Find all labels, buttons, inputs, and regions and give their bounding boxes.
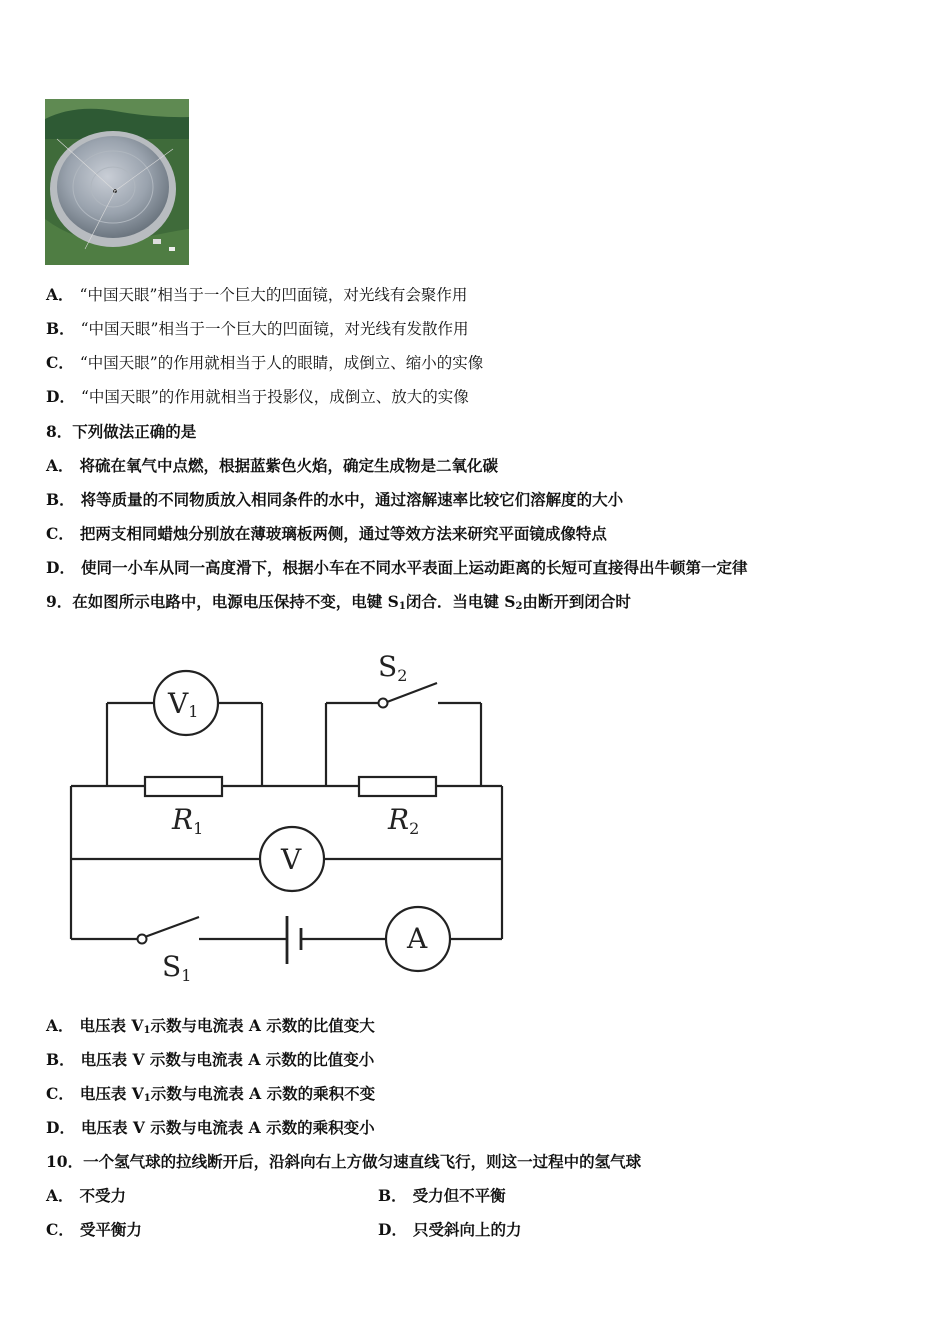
switch-s2-contact <box>379 699 388 708</box>
s2-label: S2 <box>378 650 408 685</box>
option-text: 电压表 V 示数与电流表 A 示数的比值变小 <box>80 1050 375 1069</box>
option-text-tail: 示数与电流表 A 示数的乘积不变 <box>150 1084 376 1103</box>
q9-stem-b: 闭合．当电键 S <box>405 592 516 611</box>
resistor-r2 <box>359 777 436 796</box>
q10-option-a[interactable] <box>46 1186 126 1206</box>
option-label: D． <box>46 1118 75 1137</box>
option-label: D． <box>378 1220 407 1239</box>
option-text: “中国天眼”的作用就相当于人的眼睛，成倒立、缩小的实像 <box>79 354 484 372</box>
option-label: C． <box>46 524 74 543</box>
option-text: 只受斜向上的力 <box>412 1220 522 1239</box>
option-text: 受平衡力 <box>79 1220 142 1239</box>
option-text: 将硫在氧气中点燃，根据蓝紫色火焰，确定生成物是二氧化碳 <box>79 456 499 475</box>
r1-label: R1 <box>172 803 204 838</box>
option-label: C． <box>46 1220 74 1239</box>
q9-stem-sub1: 1 <box>398 601 406 612</box>
option-sub: 1 <box>143 1025 151 1036</box>
option-text: 电压表 V <box>79 1084 144 1103</box>
switch-s1-contact <box>138 935 147 944</box>
option-text: “中国天眼”相当于一个巨大的凹面镜，对光线有会聚作用 <box>79 286 468 304</box>
fast-telescope-photo <box>45 99 189 265</box>
option-label: B． <box>46 319 75 338</box>
option-text: 受力但不平衡 <box>412 1186 506 1205</box>
option-text-tail: 示数与电流表 A 示数的比值变大 <box>150 1016 375 1035</box>
q9-stem-a: 9．在如图所示电路中，电源电压保持不变，电键 S <box>46 592 399 611</box>
option-label: D． <box>46 387 75 406</box>
option-label: C． <box>46 353 74 372</box>
q9-stem-c: 由断开到闭合时 <box>522 592 631 611</box>
q8-option-b[interactable] <box>46 490 623 510</box>
q9-stem-sub2: 2 <box>515 601 523 612</box>
option-text: 电压表 V <box>79 1016 144 1035</box>
q7-option-b[interactable] <box>46 319 468 339</box>
option-label: A． <box>46 1186 74 1205</box>
option-label: B． <box>46 1050 75 1069</box>
r2-label: R2 <box>388 803 420 838</box>
s1-label: S1 <box>162 950 192 985</box>
q8-option-a[interactable] <box>46 456 498 476</box>
q9-stem <box>46 592 631 617</box>
v-label: V <box>281 843 302 876</box>
q9-option-c[interactable] <box>46 1084 375 1109</box>
circuit-diagram <box>62 646 512 986</box>
option-label: B． <box>378 1186 407 1205</box>
q9-option-d[interactable] <box>46 1118 375 1138</box>
option-sub: 1 <box>143 1093 151 1104</box>
q9-option-b[interactable] <box>46 1050 374 1070</box>
q8-option-d[interactable] <box>46 558 747 578</box>
q7-option-c[interactable] <box>46 353 483 373</box>
option-text: 使同一小车从同一高度滑下，根据小车在不同水平表面上运动距离的长短可直接得出牛顿第一定律 <box>80 558 748 577</box>
option-label: B． <box>46 490 75 509</box>
q7-option-d[interactable] <box>46 387 469 407</box>
option-text: “中国天眼”相当于一个巨大的凹面镜，对光线有发散作用 <box>80 320 469 338</box>
option-label: C． <box>46 1084 74 1103</box>
option-text: “中国天眼”的作用就相当于投影仪，成倒立、放大的实像 <box>80 388 469 406</box>
option-text: 将等质量的不同物质放入相同条件的水中，通过溶解速率比较它们溶解度的大小 <box>80 490 624 509</box>
option-label: D． <box>46 558 75 577</box>
option-text: 把两支相同蜡烛分别放在薄玻璃板两侧，通过等效方法来研究平面镜成像特点 <box>79 524 607 543</box>
option-label: A． <box>46 456 74 475</box>
q10-option-c[interactable] <box>46 1220 142 1240</box>
option-text: 不受力 <box>79 1186 127 1205</box>
option-label: A． <box>46 285 74 304</box>
q10-option-b[interactable] <box>378 1186 506 1206</box>
q8-option-c[interactable] <box>46 524 607 544</box>
v1-label: V1 <box>168 687 199 721</box>
option-text: 电压表 V 示数与电流表 A 示数的乘积变小 <box>80 1118 375 1137</box>
resistor-r1 <box>145 777 222 796</box>
q8-stem: 8．下列做法正确的是 <box>46 422 197 441</box>
a-label: A <box>407 922 428 955</box>
q10-option-d[interactable] <box>378 1220 521 1240</box>
option-label: A． <box>46 1016 74 1035</box>
q7-option-a[interactable] <box>46 285 467 305</box>
q10-stem: 10．一个氢气球的拉线断开后，沿斜向右上方做匀速直线飞行，则这一过程中的氢气球 <box>46 1152 642 1171</box>
q9-option-a[interactable] <box>46 1016 375 1041</box>
